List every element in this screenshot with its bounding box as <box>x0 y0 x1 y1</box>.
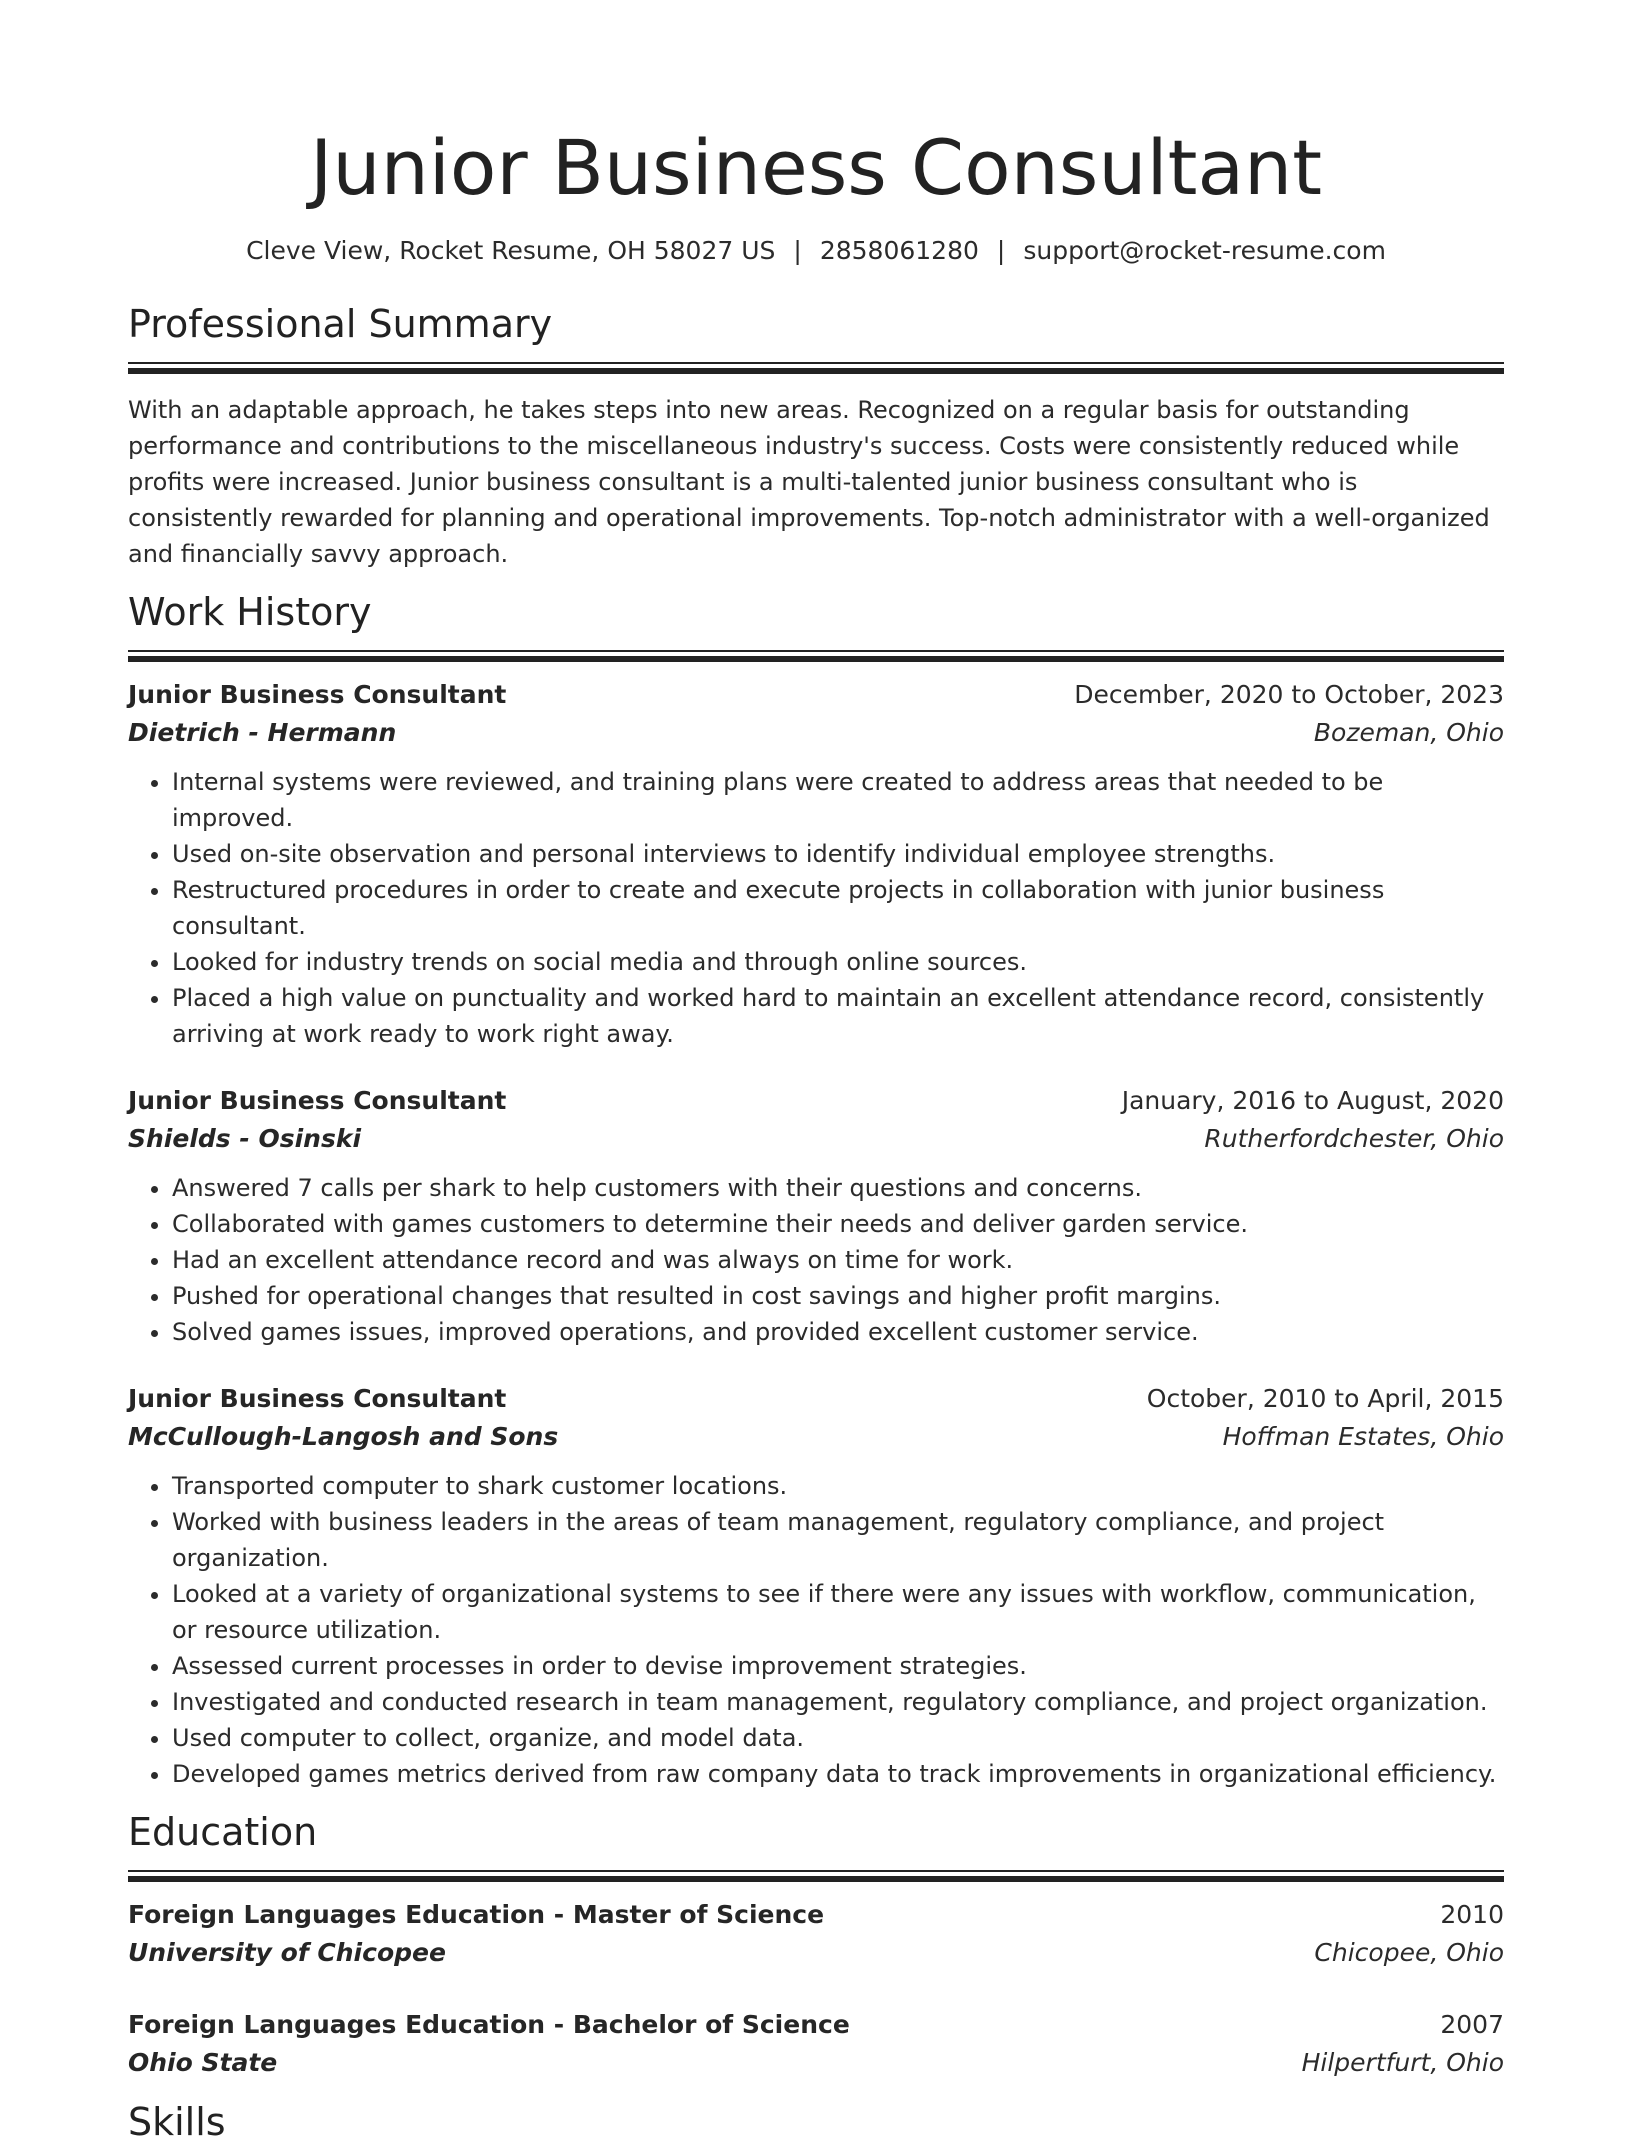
list-item: • Placed a high value on punctuality and worked hard to maintain an excellent attendance record, consistently arriving at work ready to work right away. <box>172 980 1504 1052</box>
list-item: • Looked for industry trends on social media and through online sources. <box>172 944 1504 980</box>
summary-text: With an adaptable approach, he takes steps into new areas. Recognized on a regular basis for outstanding performance and contributions to the miscellaneous industry's success. Costs were consistently reduced while profits were increased. Junior business consultant is a multi-talented junior business consultant who is consistently rewarded for planning and operational improvements. Top-notch administrator with a well-organized and financially savvy approach. <box>128 396 1490 568</box>
education-section <box>128 1808 1504 2082</box>
list-item: • Transported computer to shark customer locations. <box>172 1468 1504 1504</box>
section-title-summary: Professional Summary <box>128 302 553 346</box>
education-entry <box>128 1896 1504 1972</box>
job-location: Hoffman Estates, Ohio <box>1222 1422 1504 1451</box>
list-item: • Used computer to collect, organize, and model data. <box>172 1720 1504 1756</box>
contact-line <box>128 234 1504 268</box>
education-degree: Foreign Languages Education - Master of Science <box>128 1900 825 1929</box>
job-entry <box>128 1380 1504 1792</box>
education-entry <box>128 2006 1504 2082</box>
list-item: • Collaborated with games customers to determine their needs and deliver garden service. <box>172 1206 1504 1242</box>
job-location: Bozeman, Ohio <box>1313 718 1504 747</box>
list-item: • Investigated and conducted research in team management, regulatory compliance, and project organization. <box>172 1684 1504 1720</box>
education-location: Hilpertfurt, Ohio <box>1301 2048 1504 2077</box>
work-section <box>128 588 1504 1792</box>
education-degree: Foreign Languages Education - Bachelor of Science <box>128 2010 850 2039</box>
education-school-row <box>128 1934 1504 1972</box>
job-header-row <box>128 1380 1504 1418</box>
education-location: Chicopee, Ohio <box>1314 1938 1504 1967</box>
job-entry <box>128 676 1504 1052</box>
job-company-row <box>128 1418 1504 1456</box>
job-bullets <box>128 1170 1504 1350</box>
section-rule <box>128 1870 1504 1882</box>
job-header-row <box>128 676 1504 714</box>
list-item: • Used on-site observation and personal interviews to identify individual employee strengths. <box>172 836 1504 872</box>
job-title: Junior Business Consultant <box>128 1086 507 1115</box>
job-dates: January, 2016 to August, 2020 <box>1121 1086 1504 1115</box>
job-title: Junior Business Consultant <box>128 680 507 709</box>
summary-section <box>128 300 1504 572</box>
job-company: Shields - Osinski <box>128 1124 362 1153</box>
job-company-row <box>128 714 1504 752</box>
education-school: University of Chicopee <box>128 1938 446 1967</box>
job-dates: October, 2010 to April, 2015 <box>1146 1384 1504 1413</box>
job-bullets <box>128 1468 1504 1792</box>
education-header-row <box>128 2006 1504 2044</box>
list-item: • Internal systems were reviewed, and training plans were created to address areas that needed to be improved. <box>172 764 1504 836</box>
education-header-row <box>128 1896 1504 1934</box>
list-item: • Worked with business leaders in the areas of team management, regulatory compliance, and project organization. <box>172 1504 1504 1576</box>
list-item: • Had an excellent attendance record and was always on time for work. <box>172 1242 1504 1278</box>
list-item: • Assessed current processes in order to devise improvement strategies. <box>172 1648 1504 1684</box>
job-company-row <box>128 1120 1504 1158</box>
contact-separator: | <box>793 236 802 265</box>
contact-address: Cleve View, Rocket Resume, OH 58027 US <box>246 236 776 265</box>
resume-name: Junior Business Consultant <box>309 123 1322 212</box>
list-item: • Developed games metrics derived from raw company data to track improvements in organizational efficiency. <box>172 1756 1504 1792</box>
section-rule <box>128 362 1504 374</box>
education-year: 2007 <box>1440 2010 1504 2039</box>
education-school: Ohio State <box>128 2048 278 2077</box>
section-rule <box>128 650 1504 662</box>
job-header-row <box>128 1082 1504 1120</box>
job-title: Junior Business Consultant <box>128 1384 507 1413</box>
job-dates: December, 2020 to October, 2023 <box>1074 680 1504 709</box>
education-year: 2010 <box>1440 1900 1504 1929</box>
list-item: • Solved games issues, improved operations, and provided excellent customer service. <box>172 1314 1504 1350</box>
job-company: Dietrich - Hermann <box>128 718 397 747</box>
job-location: Rutherfordchester, Ohio <box>1204 1124 1504 1153</box>
resume-page <box>128 0 1504 2146</box>
contact-phone: 2858061280 <box>819 236 979 265</box>
list-item: • Looked at a variety of organizational systems to see if there were any issues with workflow, communication, or resource utilization. <box>172 1576 1504 1648</box>
job-bullets <box>128 764 1504 1052</box>
job-entry <box>128 1082 1504 1350</box>
contact-email: support@rocket-resume.com <box>1023 236 1386 265</box>
section-title-work: Work History <box>128 590 372 634</box>
education-school-row <box>128 2044 1504 2082</box>
contact-separator: | <box>996 236 1006 265</box>
section-title-education: Education <box>128 1810 318 1854</box>
section-title-skills: Skills <box>128 2100 226 2144</box>
skills-section <box>128 2098 1504 2146</box>
list-item: • Restructured procedures in order to create and execute projects in collaboration with junior business consultant. <box>172 872 1504 944</box>
list-item: • Answered 7 calls per shark to help customers with their questions and concerns. <box>172 1170 1504 1206</box>
list-item: • Pushed for operational changes that resulted in cost savings and higher profit margins. <box>172 1278 1504 1314</box>
job-company: McCullough-Langosh and Sons <box>128 1422 559 1451</box>
